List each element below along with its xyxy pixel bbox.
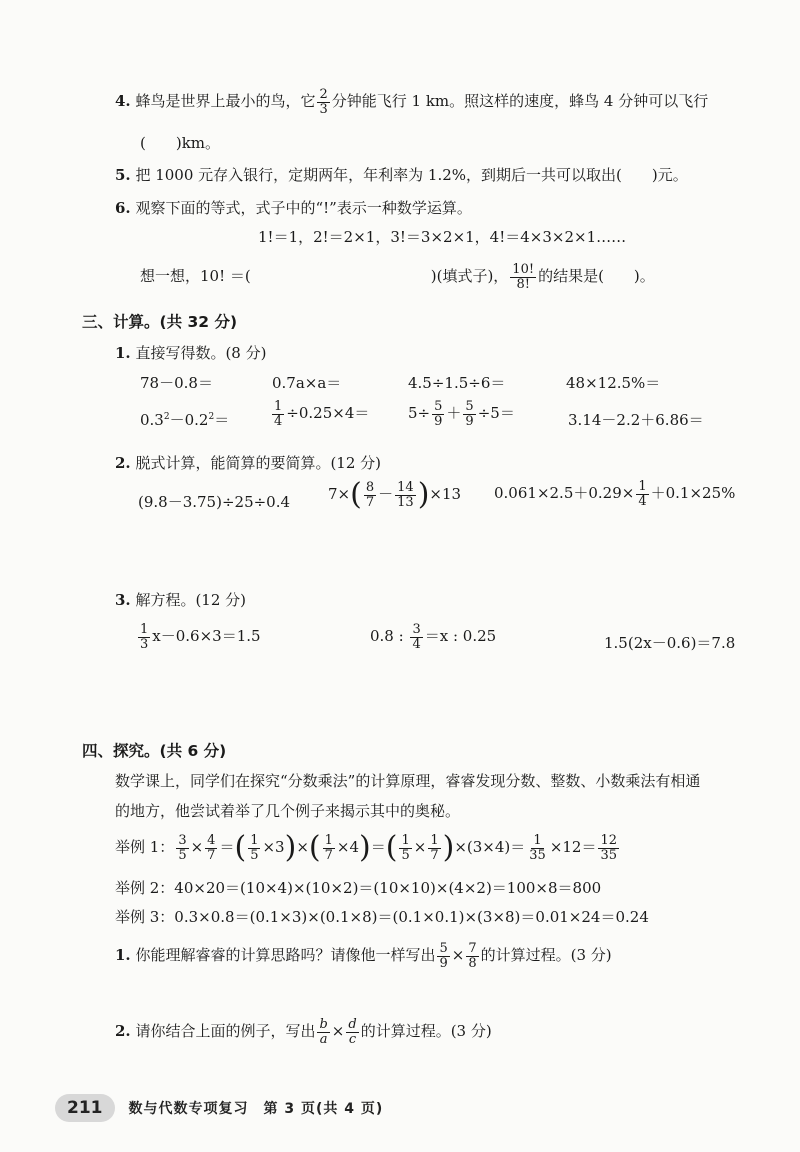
- part-2-title: 2. 脱式计算，能简算的要简算。(12 分): [115, 454, 382, 472]
- calc-7: 5÷ $\frac{5}{9}$ ＋ $\frac{5}{9}$ ÷5＝: [408, 399, 515, 429]
- calc-6: $\frac{1}{4}$ ÷0.25×4＝: [274, 399, 370, 429]
- part-3-title: 3. 解方程。(12 分): [115, 591, 247, 609]
- fraction: $\frac{2}{3}$: [319, 87, 328, 117]
- equation-1: $\frac{1}{3}$ x－0.6×3＝1.5: [140, 622, 261, 652]
- part-1-title: 1. 直接写得数。(8 分): [115, 344, 267, 362]
- calc-2: 0.7a×a＝: [272, 374, 342, 392]
- equation-2: 0.8 : $\frac{3}{4}$ ＝x : 0.25: [370, 622, 497, 652]
- calc-1: 78－0.8＝: [140, 374, 213, 392]
- section-4-title: 四、探究。(共 6 分): [82, 742, 227, 760]
- question-explore-1: 1. 你能理解睿睿的计算思路吗？请像他一样写出 $\frac{5}{9}$ × $\frac{7}{8}$ 的计算过程。(3 分): [115, 941, 612, 971]
- fraction: $\frac{10!}{8!}$: [512, 262, 535, 292]
- example-1: 举例 1： $\frac{3}{5}$ × $\frac{4}{7}$ ＝( $\frac{1}{5}$ ×3)×( $\frac{1}{7}$ ×4)＝( $\frac{1}{5}$ × $\frac{1}{7}$ )×(3×4)＝ $\frac{1}{35}$ ×12＝ $\frac{12}{35}$: [115, 830, 618, 865]
- equation-3: 1.5(2x－0.6)＝7.8: [604, 634, 736, 652]
- page-number: 211: [55, 1094, 115, 1122]
- intro-line-1: 数学课上，同学们在探究“分数乘法”的计算原理，睿睿发现分数、整数、小数乘法有相通: [115, 772, 701, 790]
- example-2: 举例 2：40×20＝(10×4)×(10×2)＝(10×10)×(4×2)＝100×8＝800: [115, 879, 602, 897]
- expr-3: 0.061×2.5＋0.29× $\frac{1}{4}$ ＋0.1×25%: [494, 479, 736, 509]
- intro-line-2: 的地方，他尝试着举了几个例子来揭示其中的奥秘。: [115, 802, 461, 820]
- example-3: 举例 3：0.3×0.8＝(0.1×3)×(0.1×8)＝(0.1×0.1)×(3×8)＝0.01×24＝0.24: [115, 908, 649, 926]
- calc-4: 48×12.5%＝: [566, 374, 661, 392]
- calc-8: 3.14－2.2＋6.86＝: [568, 411, 704, 429]
- expr-2: 7×( $\frac{8}{7}$ － $\frac{14}{13}$ )×13: [328, 477, 462, 512]
- page-footer: [55, 1092, 383, 1124]
- question-6: 6. 观察下面的等式，式子中的“!”表示一种数学运算。: [115, 199, 472, 217]
- question-6-think: 想一想，10! ＝( )(填式子)， $\frac{10!}{8!}$ 的结果是( )。: [140, 262, 655, 292]
- question-explore-2: 2. 请你结合上面的例子，写出 $\frac{b}{a}$ × $\frac{d}{c}$ 的计算过程。(3 分): [115, 1017, 492, 1047]
- expr-1: (9.8－3.75)÷25÷0.4: [138, 493, 291, 511]
- question-4: 4. 蜂鸟是世界上最小的鸟，它 $\frac{2}{3}$ 分钟能飞行 1 km。照这样的速度，蜂鸟 4 分钟可以飞行: [115, 87, 709, 117]
- question-4-answer: ( )km。: [140, 134, 221, 152]
- question-5: 5. 把 1000 元存入银行，定期两年，年利率为 1.2%，到期后一共可以取出( )元。: [115, 166, 688, 184]
- calc-3: 4.5÷1.5÷6＝: [408, 374, 506, 392]
- section-3-title: 三、计算。(共 32 分): [82, 313, 238, 331]
- calc-5: $0.3^2-0.2^2=$: [140, 411, 230, 429]
- footer-text: 数与代数专项复习 第 3 页(共 4 页): [128, 1101, 384, 1117]
- factorial-equation: 1!＝1，2!＝2×1，3!＝3×2×1，4!＝4×3×2×1……: [258, 228, 627, 246]
